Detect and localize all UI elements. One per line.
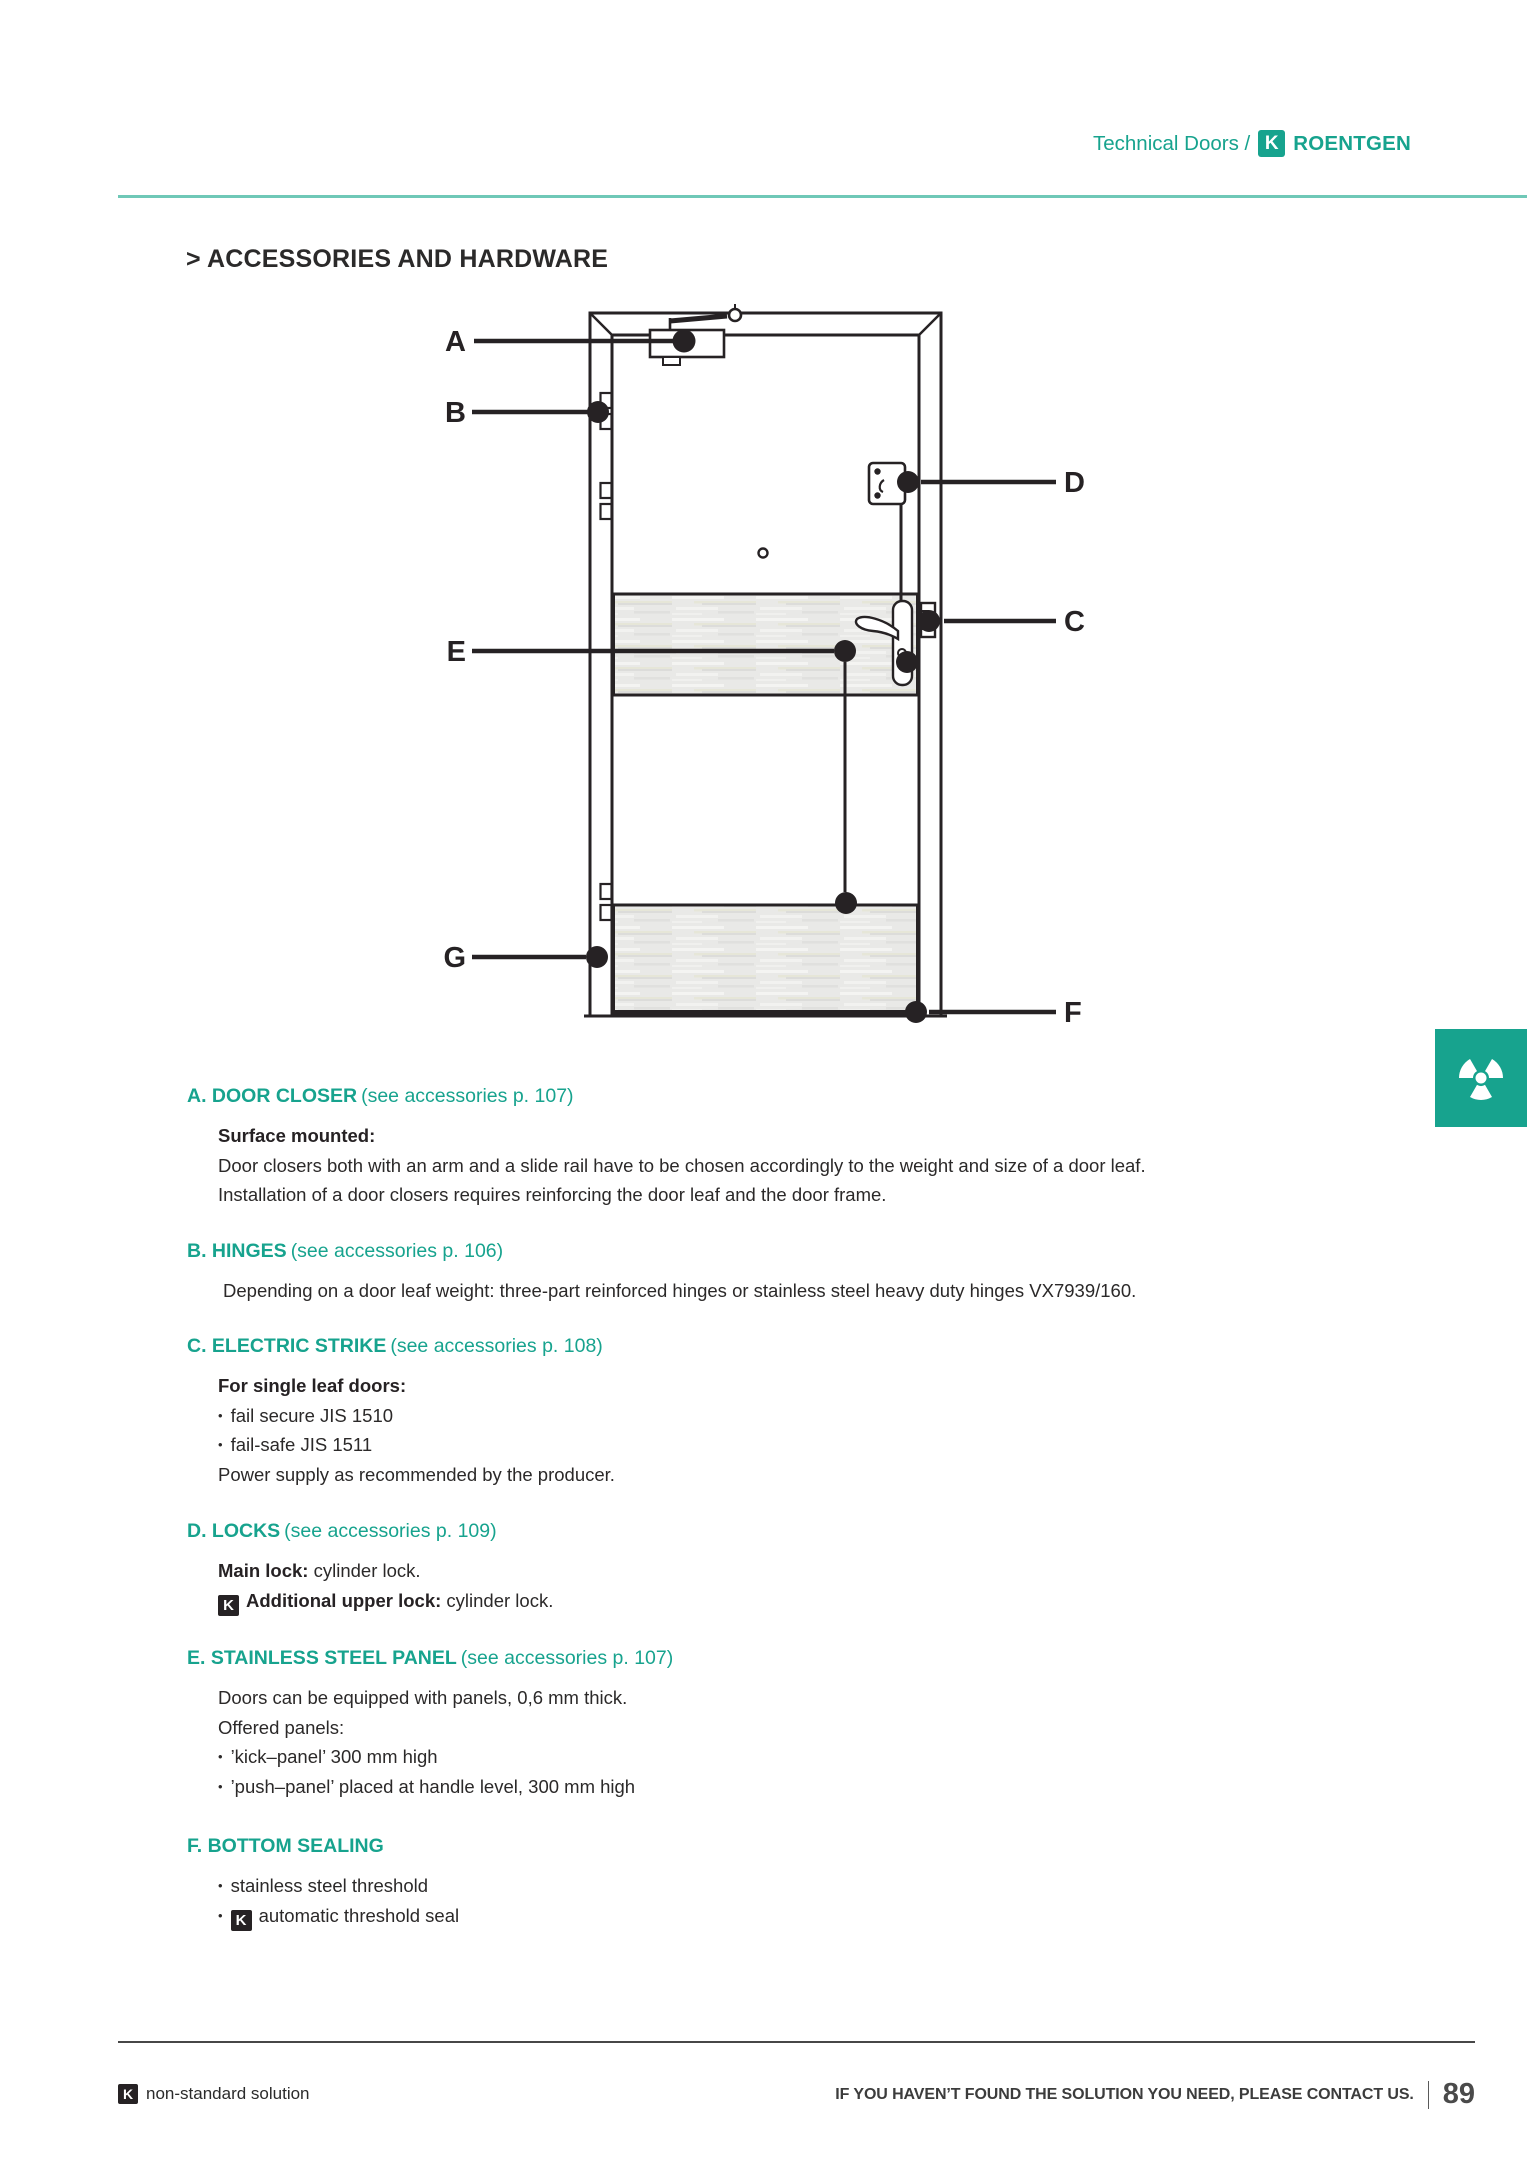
- footer-message: IF YOU HAVEN’T FOUND THE SOLUTION YOU NEED, PLEASE CONTACT US.: [835, 2085, 1414, 2103]
- bullet-line: [218, 1401, 1387, 1431]
- section-ref: (see accessories p. 109): [284, 1520, 497, 1542]
- footer-contact: [835, 2078, 1475, 2111]
- bullet-line: [218, 1901, 1387, 1931]
- bullet-text: ’kick–panel’ 300 mm high: [230, 1746, 438, 1767]
- bullet-line: [218, 1430, 1387, 1460]
- section-ref: (see accessories p. 108): [390, 1335, 603, 1357]
- section-title: F. BOTTOM SEALING: [187, 1835, 384, 1857]
- body-line: [218, 1586, 1387, 1616]
- bottom-seal-marker: [905, 1001, 927, 1023]
- section-locks: [187, 1520, 1387, 1616]
- section-ref: (see accessories p. 106): [290, 1240, 504, 1262]
- bullet-icon: •: [218, 1878, 223, 1893]
- page-title: > ACCESSORIES AND HARDWARE: [186, 245, 609, 273]
- footer-note: [118, 2084, 310, 2104]
- lock-value: cylinder lock.: [441, 1589, 554, 1611]
- footer-separator: [1428, 2081, 1429, 2109]
- bullet-icon: •: [218, 1749, 223, 1764]
- label-d: D: [1064, 467, 1085, 499]
- section-subtitle: For single leaf doors:: [218, 1375, 407, 1396]
- bullet-icon: •: [218, 1437, 223, 1452]
- section-title: C. ELECTRIC STRIKE: [187, 1335, 387, 1357]
- section-heading: [187, 1520, 1387, 1543]
- section-bottom-sealing: [187, 1835, 1387, 1931]
- bullet-line: [218, 1871, 1387, 1901]
- hinge-marker-b: [587, 401, 609, 423]
- section-stainless-panel: [187, 1647, 1387, 1801]
- bullet-line: [218, 1742, 1387, 1772]
- section-door-closer: [187, 1085, 1387, 1210]
- kick-panel: [614, 905, 918, 1012]
- body-line: Doors can be equipped with panels, 0,6 mm thick.: [218, 1687, 628, 1708]
- section-heading: [187, 1335, 1387, 1358]
- body-line: Installation of a door closers requires reinforcing the door leaf and the door frame.: [218, 1184, 887, 1205]
- k-mark-icon: K: [218, 1595, 239, 1616]
- bullet-text: automatic threshold seal: [258, 1904, 460, 1926]
- label-b: B: [445, 397, 466, 429]
- bullet-text: stainless steel threshold: [230, 1875, 429, 1896]
- bullet-icon: •: [218, 1778, 223, 1794]
- section-heading: [187, 1240, 1387, 1263]
- page-number: 89: [1442, 2078, 1475, 2110]
- section-hinges: [187, 1240, 1387, 1306]
- section-electric-strike: [187, 1335, 1387, 1489]
- section-heading: [187, 1085, 1387, 1108]
- brand-k-logo-icon: K: [1258, 130, 1285, 157]
- peephole-icon: [759, 549, 768, 558]
- bullet-text: ’push–panel’ placed at handle level, 300 mm high: [230, 1775, 636, 1797]
- label-c: C: [1064, 606, 1085, 638]
- k-mark-icon: K: [118, 2084, 138, 2104]
- header-divider: [118, 195, 1527, 198]
- section-subtitle: Surface mounted:: [218, 1125, 376, 1146]
- roentgen-tab: [1435, 1029, 1527, 1127]
- hinge-marker-g: [586, 946, 608, 968]
- label-f: F: [1064, 997, 1082, 1029]
- bullet-text: fail-safe JIS 1511: [230, 1434, 373, 1455]
- section-title: B. HINGES: [187, 1240, 287, 1262]
- breadcrumb: Technical Doors /: [1092, 131, 1251, 155]
- body-line: Power supply as recommended by the producer.: [218, 1463, 615, 1485]
- brand-name: ROENTGEN: [1293, 131, 1411, 155]
- bullet-line: [218, 1772, 1387, 1802]
- section-title: D. LOCKS: [187, 1520, 281, 1542]
- section-ref: (see accessories p. 107): [460, 1647, 674, 1669]
- section-title: A. DOOR CLOSER: [187, 1085, 358, 1107]
- footer-note-text: non-standard solution: [146, 2084, 310, 2103]
- bullet-icon: •: [218, 1907, 223, 1923]
- push-panel: [614, 594, 918, 695]
- section-ref: (see accessories p. 107): [361, 1085, 574, 1107]
- lock-label: Additional upper lock:: [246, 1589, 442, 1611]
- section-title: E. STAINLESS STEEL PANEL: [187, 1647, 457, 1669]
- body-line: Offered panels:: [218, 1716, 345, 1738]
- footer-divider: [118, 2041, 1475, 2043]
- body-line: Door closers both with an arm and a slide rail have to be chosen accordingly to the weight and size of a door leaf.: [218, 1154, 1146, 1176]
- k-mark-icon: K: [231, 1910, 252, 1931]
- section-heading: [187, 1835, 1387, 1858]
- radiation-trefoil-icon: [1456, 1053, 1506, 1103]
- page-header: [1093, 130, 1411, 157]
- label-e: E: [446, 636, 466, 668]
- body-line: [218, 1556, 1387, 1586]
- label-a: A: [445, 326, 466, 358]
- bullet-text: fail secure JIS 1510: [230, 1404, 394, 1426]
- section-heading: [187, 1647, 1387, 1670]
- lock-value: cylinder lock.: [308, 1560, 421, 1581]
- body-line: Depending on a door leaf weight: three-part reinforced hinges or stainless steel heavy duty hinges VX7939/160.: [223, 1280, 1137, 1301]
- label-g: G: [443, 942, 466, 974]
- lock-label: Main lock:: [218, 1560, 309, 1581]
- bullet-icon: •: [218, 1407, 223, 1423]
- door-diagram: [420, 300, 1120, 1040]
